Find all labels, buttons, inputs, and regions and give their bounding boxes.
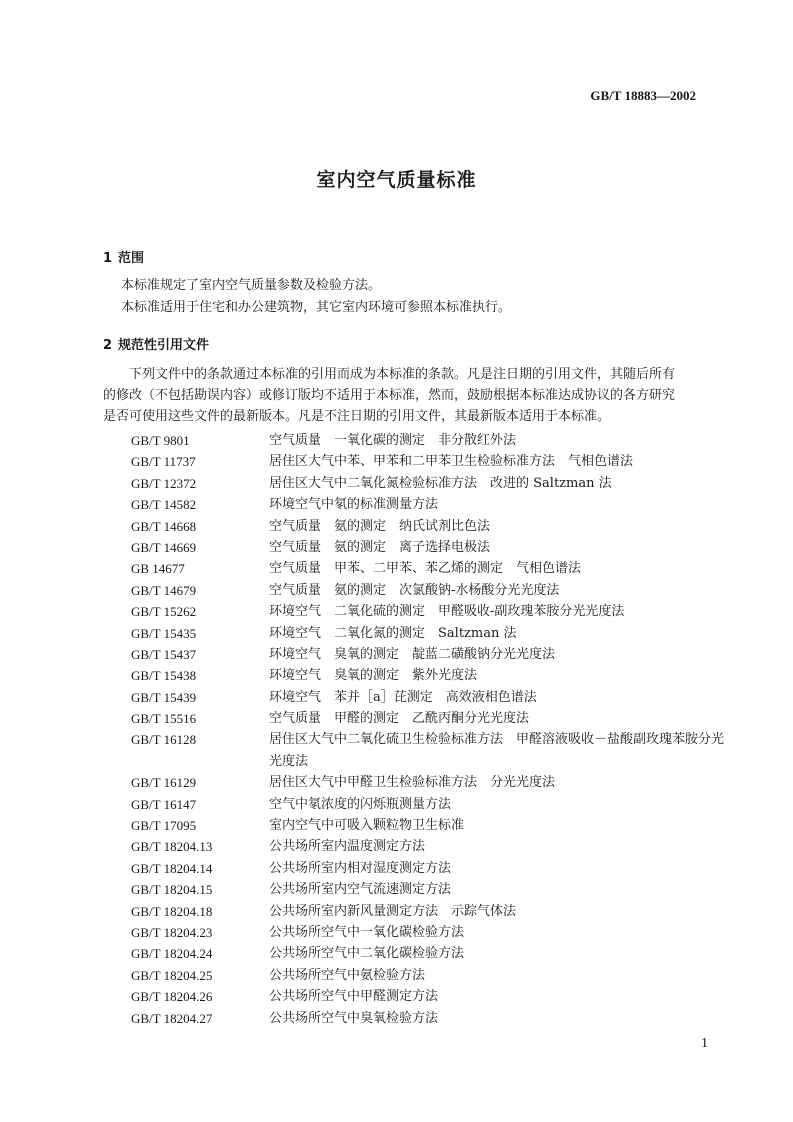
reference-title: 空气质量 氨的测定 纳氏试剂比色法 xyxy=(269,518,491,534)
reference-title: 公共场所室内空气流速测定方法 xyxy=(269,882,452,898)
reference-title: 公共场所室内新风量测定方法 示踪气体法 xyxy=(269,903,517,919)
reference-code: GB/T 15262 xyxy=(131,604,197,620)
reference-code: GB/T 18204.15 xyxy=(131,882,213,898)
reference-title: 环境空气 二氧化氮的测定 Saltzman 法 xyxy=(269,625,517,641)
reference-item xyxy=(131,794,731,815)
reference-title: 空气质量 氨的测定 次氯酸钠-水杨酸分光光度法 xyxy=(269,582,560,598)
reference-title: 公共场所空气中甲醛测定方法 xyxy=(269,989,439,1005)
reference-code: GB/T 14679 xyxy=(131,582,197,598)
reference-item xyxy=(131,473,731,494)
intro-line: 下列文件中的条款通过本标准的引用而成为本标准的条款。凡是注日期的引用文件，其随后所有 xyxy=(103,367,676,382)
reference-title: 环境空气 二氧化硫的测定 甲醛吸收-副玫瑰苯胺分光光度法 xyxy=(269,604,625,620)
section-2-heading xyxy=(103,334,209,353)
reference-title: 居住区大气中二氧化氮检验标准方法 改进的 Saltzman 法 xyxy=(269,475,612,491)
reference-item xyxy=(131,494,731,515)
reference-item xyxy=(131,537,731,558)
section-title: 范围 xyxy=(118,251,145,266)
reference-title: 空气质量 一氧化碳的测定 非分散红外法 xyxy=(269,433,517,448)
reference-code: GB/T 14669 xyxy=(131,539,197,555)
reference-title: 环境空气 臭氧的测定 紫外光度法 xyxy=(269,668,478,684)
reference-title: 公共场所室内温度测定方法 xyxy=(269,839,426,855)
section-1-heading xyxy=(103,247,144,266)
intro-line: 是否可使用这些文件的最新版本。凡是不注日期的引用文件，其最新版本适用于本标准。 xyxy=(103,409,611,424)
reference-item xyxy=(131,665,731,686)
section-number: 1 xyxy=(103,251,113,266)
reference-item xyxy=(131,879,731,900)
reference-item xyxy=(131,516,731,537)
section-title: 规范性引用文件 xyxy=(118,338,210,353)
reference-item xyxy=(131,729,731,772)
reference-code: GB/T 16129 xyxy=(131,775,197,791)
section-number: 2 xyxy=(103,338,113,353)
reference-code: GB/T 18204.14 xyxy=(131,860,213,876)
reference-item xyxy=(131,687,731,708)
paragraph: 本标准适用于住宅和办公建筑物，其它室内环境可参照本标准执行。 xyxy=(121,300,512,315)
reference-code: GB 14677 xyxy=(131,561,185,577)
reference-item xyxy=(131,708,731,729)
reference-list xyxy=(131,430,731,1029)
reference-item xyxy=(131,815,731,836)
reference-title: 居住区大气中甲醛卫生检验标准方法 分光光度法 xyxy=(269,775,556,791)
intro-paragraph xyxy=(103,364,703,427)
reference-title: 环境空气中氡的标准测量方法 xyxy=(269,497,439,513)
reference-code: GB/T 18204.18 xyxy=(131,903,213,919)
reference-code: GB/T 18204.25 xyxy=(131,967,213,983)
reference-title: 公共场所空气中氨检验方法 xyxy=(269,967,426,983)
reference-code: GB/T 17095 xyxy=(131,818,197,834)
reference-code: GB/T 18204.26 xyxy=(131,989,213,1005)
page-number: 1 xyxy=(701,1036,708,1051)
reference-code: GB/T 12372 xyxy=(131,475,197,491)
reference-item xyxy=(131,580,731,601)
reference-code: GB/T 18204.13 xyxy=(131,839,213,855)
reference-item xyxy=(131,922,731,943)
reference-title: 空气质量 甲醛的测定 乙酰丙酮分光光度法 xyxy=(269,711,530,727)
reference-title: 空气中氡浓度的闪烁瓶测量方法 xyxy=(269,796,452,812)
reference-title: 公共场所空气中一氧化碳检验方法 xyxy=(269,925,465,941)
reference-item xyxy=(131,836,731,857)
reference-code: GB/T 14668 xyxy=(131,518,197,534)
reference-title: 空气质量 甲苯、二甲苯、苯乙烯的测定 气相色谱法 xyxy=(269,561,582,577)
reference-title: 居住区大气中苯、甲苯和二甲苯卫生检验标准方法 气相色谱法 xyxy=(269,454,634,470)
reference-code: GB/T 15435 xyxy=(131,625,197,641)
reference-code: GB/T 18204.24 xyxy=(131,946,213,962)
reference-item xyxy=(131,943,731,964)
reference-title: 空气质量 氨的测定 离子选择电极法 xyxy=(269,539,491,555)
reference-code: GB/T 16147 xyxy=(131,796,197,812)
reference-item xyxy=(131,901,731,922)
page-title: 室内空气质量标准 xyxy=(316,169,477,191)
reference-code: GB/T 16128 xyxy=(131,732,197,748)
reference-code: GB/T 15438 xyxy=(131,668,197,684)
reference-title: 环境空气 苯并［a］芘测定 高效液相色谱法 xyxy=(269,689,537,705)
reference-item xyxy=(131,986,731,1007)
reference-item xyxy=(131,858,731,879)
reference-code: GB/T 15439 xyxy=(131,689,197,705)
paragraph: 本标准规定了室内空气质量参数及检验方法。 xyxy=(121,278,382,293)
reference-code: GB/T 18204.27 xyxy=(131,1010,213,1026)
reference-item xyxy=(131,772,731,793)
reference-code: GB/T 15516 xyxy=(131,711,197,727)
reference-title: 公共场所空气中二氧化碳检验方法 xyxy=(269,946,465,962)
reference-code: GB/T 11737 xyxy=(131,454,196,470)
reference-item xyxy=(131,1008,731,1029)
reference-title: 环境空气 臭氧的测定 靛蓝二磺酸钠分光光度法 xyxy=(269,646,556,662)
reference-title: 公共场所空气中臭氧检验方法 xyxy=(269,1010,439,1026)
reference-item xyxy=(131,601,731,622)
standard-number: GB/T 18883—2002 xyxy=(590,88,696,103)
reference-code: GB/T 18204.23 xyxy=(131,925,213,941)
intro-line: 的修改（不包括勘误内容）或修订版均不适用于本标准，然而，鼓励根据本标准达成协议的各方研究 xyxy=(103,388,676,403)
reference-item xyxy=(131,965,731,986)
reference-code: GB/T 9801 xyxy=(131,433,190,448)
reference-item xyxy=(131,623,731,644)
reference-item xyxy=(131,451,731,472)
reference-item xyxy=(131,558,731,579)
reference-item xyxy=(131,430,731,451)
reference-title: 居住区大气中二氧化硫卫生检验标准方法 甲醛溶液吸收－盐酸副玫瑰苯胺分光光度法 xyxy=(269,732,725,769)
reference-code: GB/T 15437 xyxy=(131,646,197,662)
reference-code: GB/T 14582 xyxy=(131,497,197,513)
reference-title: 室内空气中可吸入颗粒物卫生标准 xyxy=(269,818,465,834)
reference-title: 公共场所室内相对湿度测定方法 xyxy=(269,860,452,876)
reference-item xyxy=(131,644,731,665)
